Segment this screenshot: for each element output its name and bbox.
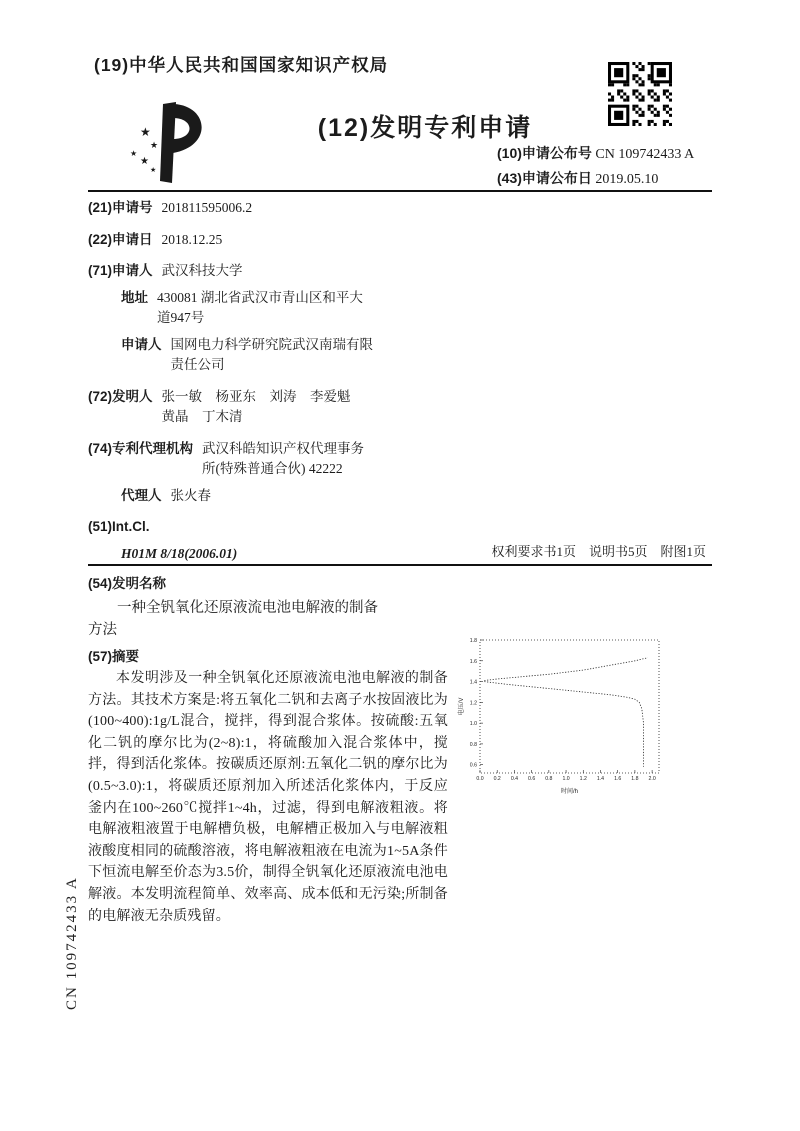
abstract-label: (57)摘要 bbox=[88, 649, 140, 664]
qr-code-icon bbox=[608, 62, 672, 126]
sidebar-publication-number: CN 109742433 A bbox=[64, 876, 80, 1010]
applicant-label: (71)申请人 bbox=[88, 263, 153, 278]
svg-text:★: ★ bbox=[140, 125, 151, 139]
applicant2-row bbox=[88, 335, 460, 376]
applicant-row bbox=[88, 261, 460, 282]
application-number-row bbox=[88, 198, 460, 219]
agent-label: 代理人 bbox=[121, 487, 162, 503]
svg-text:★: ★ bbox=[140, 156, 149, 167]
application-number-value: 201811595006.2 bbox=[161, 200, 253, 215]
address-row bbox=[88, 288, 460, 329]
svg-text:电压/V: 电压/V bbox=[459, 697, 465, 716]
patent-office-name: (19)中华人民共和国国家知识产权局 bbox=[94, 55, 389, 75]
svg-text:0.4: 0.4 bbox=[510, 776, 519, 782]
header-divider bbox=[88, 190, 712, 192]
svg-text:1.0: 1.0 bbox=[469, 721, 477, 728]
inventors-label: (72)发明人 bbox=[88, 388, 153, 404]
publication-number-label: (10)申请公布号 bbox=[497, 145, 592, 161]
publication-number-line bbox=[497, 143, 694, 163]
svg-text:1.8: 1.8 bbox=[469, 638, 477, 644]
application-number-label: (21)申请号 bbox=[88, 200, 153, 215]
biblio-divider bbox=[88, 564, 712, 566]
application-date-row bbox=[88, 230, 460, 251]
applicant2-value: 国网电力科学研究院武汉南瑞有限 责任公司 bbox=[170, 336, 373, 372]
document-type-title: (12)发明专利申请 bbox=[317, 114, 533, 142]
applicant-value: 武汉科技大学 bbox=[161, 263, 243, 278]
svg-text:1.2: 1.2 bbox=[579, 776, 587, 782]
invention-title-section bbox=[88, 572, 456, 927]
bibliographic-data bbox=[88, 198, 460, 575]
agent-row bbox=[88, 486, 460, 507]
svg-text:0.2: 0.2 bbox=[493, 776, 501, 782]
svg-text:0.0: 0.0 bbox=[476, 776, 484, 782]
intcl-row bbox=[88, 517, 460, 538]
application-date-value: 2018.12.25 bbox=[161, 231, 223, 247]
intcl-value: H01M 8/18(2006.01) bbox=[121, 545, 238, 561]
svg-text:0.6: 0.6 bbox=[528, 776, 536, 782]
svg-text:1.6: 1.6 bbox=[614, 776, 622, 782]
invention-title-text: 一种全钒氧化还原液流电池电解液的制备 方法 bbox=[88, 600, 378, 638]
inventors-value: 张一敏 杨亚东 刘涛 李爱魁 黄晶 丁木清 bbox=[161, 388, 351, 424]
svg-text:1.4: 1.4 bbox=[596, 776, 605, 782]
cnipa-logo-icon bbox=[116, 96, 212, 190]
abstract-figure-chart bbox=[456, 634, 670, 796]
svg-text:1.4: 1.4 bbox=[469, 679, 477, 686]
pages-count-info: 权利要求书1页 说明书5页 附图1页 bbox=[491, 544, 706, 559]
publication-date-label: (43)申请公布日 bbox=[497, 170, 592, 186]
agency-value: 武汉科皓知识产权代理事务 所(特殊普通合伙) 42222 bbox=[202, 440, 365, 476]
svg-text:0.6: 0.6 bbox=[469, 762, 477, 769]
svg-text:1.0: 1.0 bbox=[562, 776, 570, 782]
svg-text:1.2: 1.2 bbox=[469, 700, 477, 707]
svg-text:0.8: 0.8 bbox=[545, 776, 553, 782]
svg-text:1.6: 1.6 bbox=[469, 658, 477, 665]
svg-text:2.0: 2.0 bbox=[648, 776, 656, 782]
agent-value: 张火春 bbox=[170, 487, 211, 503]
svg-text:★: ★ bbox=[130, 149, 138, 158]
publication-date-value: 2019.05.10 bbox=[595, 172, 659, 187]
agency-row bbox=[88, 439, 460, 480]
address-label: 地址 bbox=[121, 289, 148, 305]
address-value: 430081 湖北省武汉市青山区和平大 道947号 bbox=[157, 289, 363, 325]
svg-text:时间/h: 时间/h bbox=[560, 789, 579, 795]
svg-text:★: ★ bbox=[150, 166, 157, 174]
agency-label: (74)专利代理机构 bbox=[88, 440, 194, 456]
intcl-label: (51)Int.Cl. bbox=[88, 519, 150, 534]
svg-text:1.8: 1.8 bbox=[631, 776, 639, 782]
invention-title-label: (54)发明名称 bbox=[88, 576, 167, 591]
intcl-value-row bbox=[88, 544, 460, 565]
applicant2-label: 申请人 bbox=[121, 336, 162, 352]
application-date-label: (22)申请日 bbox=[88, 231, 153, 247]
inventors-row bbox=[88, 387, 460, 428]
svg-text:★: ★ bbox=[150, 140, 159, 150]
publication-number-value: CN 109742433 A bbox=[595, 147, 695, 162]
svg-text:0.8: 0.8 bbox=[469, 741, 477, 748]
abstract-text: 本发明涉及一种全钒氧化还原液流电池电解液的制备方法。其技术方案是:将五氧化二钒和去离子水按固液比为(100~400):1g/L混合，搅拌，得到混合浆体。按硫酸:五氧化二钒的摩尔比为(2~8):1，将硫酸加入混合浆体中，搅拌，得到活化浆体。按碳质还原剂:五氧化二钒的摩尔比为(0.5~3.0):1，将碳质还原剂加入所述活化浆体内，于反应釜内在100~260℃搅拌1~4h，过滤，得到电解液粗液。将电解液粗液置于电解槽负极，电解槽正极加入与电解液粗液酸度相同的硫酸溶液，将电解液粗液在电流为1~5A条件下恒流电解至价态为3.5价，制得全钒氧化还原液流电池电解液。本发明流程简单、效率高、成本低和无污染;所制备的电解液无杂质残留。 bbox=[88, 671, 448, 924]
publication-date-line bbox=[497, 168, 658, 188]
